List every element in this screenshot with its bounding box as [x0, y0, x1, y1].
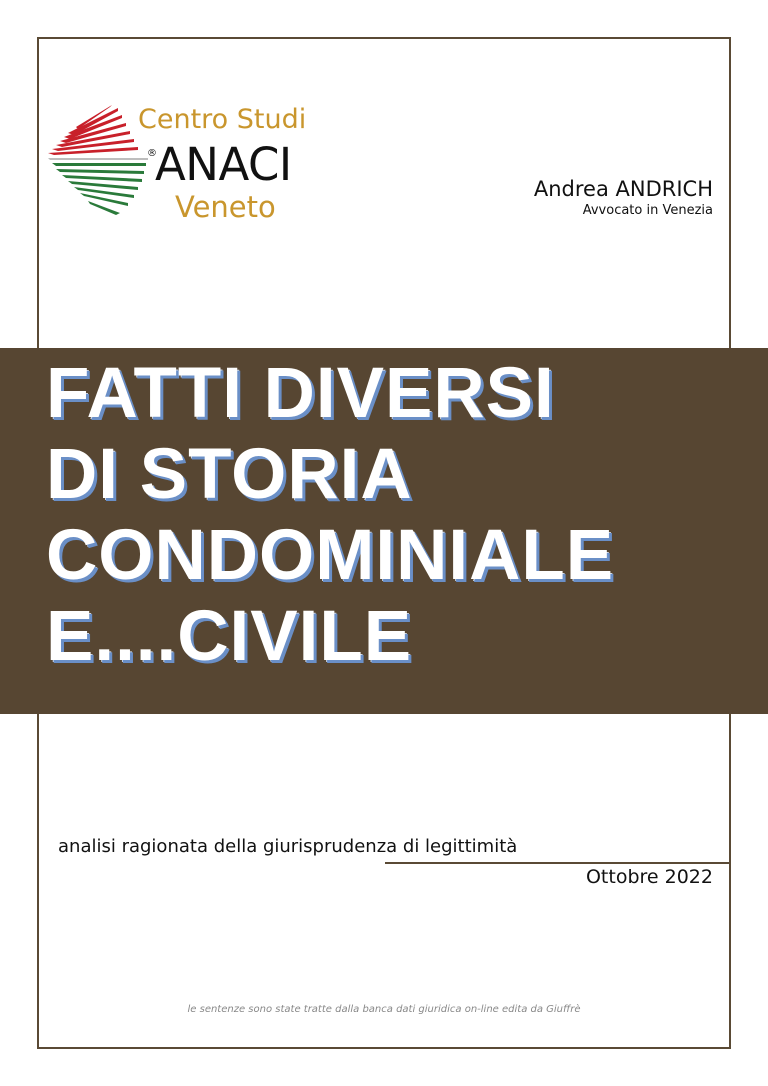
- author-block: [534, 177, 713, 218]
- subtitle: analisi ragionata della giurisprudenza di legittimità: [58, 836, 518, 857]
- logo-green-fan: [52, 163, 146, 215]
- logo-veneto: Veneto: [175, 190, 276, 224]
- title-line-1: FATTI DIVERSI: [46, 354, 555, 433]
- logo-anaci: ANACI: [155, 138, 292, 191]
- logo-centro-studi: Centro Studi: [138, 104, 307, 135]
- title-line-3: CONDOMINIALE: [46, 516, 615, 595]
- author-name: Andrea ANDRICH: [533, 177, 713, 201]
- subtitle-divider: [385, 862, 731, 864]
- logo-red-fan: [48, 105, 138, 155]
- source-footnote: le sentenze sono state tratte dalla banca dati giuridica on-line edita da Giuffrè: [187, 1004, 581, 1015]
- logo-registered-mark: ®: [147, 148, 157, 159]
- logo-grey-lines: [48, 158, 148, 160]
- title-line-4: E....CIVILE: [46, 597, 413, 676]
- document-title: [46, 353, 614, 677]
- author-role: Avvocato in Venezia: [582, 203, 713, 218]
- publication-date: Ottobre 2022: [585, 866, 713, 888]
- title-line-2: DI STORIA: [46, 435, 413, 514]
